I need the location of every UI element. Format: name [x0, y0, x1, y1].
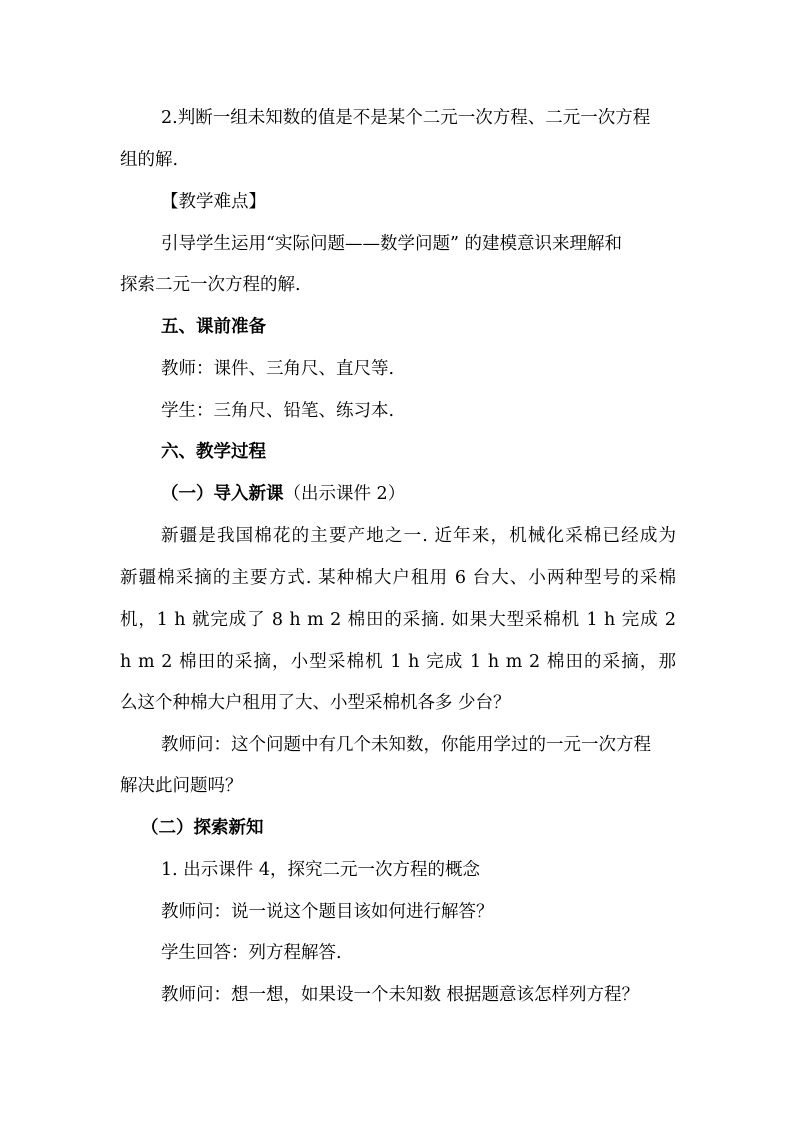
text-line-student-tools: 学生：三角尺、铅笔、练习本.: [161, 401, 395, 421]
subsection-explore: （二）探索新知: [141, 818, 264, 838]
text-line-teacher-question-1: 教师问：这个问题中有几个未知数，你能用学过的一元一次方程: [161, 735, 651, 755]
section-heading-preparation: 五、课前准备: [161, 317, 266, 337]
subsection-intro-note: （出示课件 2）: [283, 484, 406, 504]
problem-paragraph: [120, 524, 676, 674]
text-line-teacher-tools: 教师：课件、三角尺、直尺等.: [161, 359, 395, 379]
text-line-teacher-question-3: 教师问：想一想，如果设一个未知数 根据题意该怎样列方程？: [161, 985, 640, 1005]
problem-line-5: 么这个种棉大户租用了大、小型采棉机各多 少台？: [120, 693, 511, 713]
subsection-intro-title: （一）导入新课: [161, 484, 284, 504]
text-line-2: 组的解.: [120, 150, 179, 170]
section-heading-process: 六、教学过程: [161, 442, 266, 462]
section-heading-difficulty: 【教学难点】: [161, 192, 266, 212]
text-line-4: 探索二元一次方程的解.: [120, 275, 301, 295]
text-line-3: 引导学生运用“实际问题——数学问题” 的建模意识来理解和: [161, 234, 622, 254]
text-line-teacher-question-2: 教师问：说一说这个题目该如何进行解答？: [161, 902, 494, 922]
text-line-teacher-question-1b: 解决此问题吗？: [120, 776, 243, 796]
problem-line-2: 新疆棉采摘的主要方式. 某种棉大户租用 6 台大、小两种型号的采棉: [120, 568, 676, 588]
problem-line-4: h m 2 棉田的采摘，小型采棉机 1 h 完成 1 h m 2 棉田的采摘，那: [120, 652, 676, 672]
text-line-1: 2.判断一组未知数的值是不是某个二元一次方程、二元一次方程: [161, 108, 651, 128]
subsection-intro: [161, 482, 405, 506]
text-line-student-answer: 学生回答：列方程解答.: [161, 943, 342, 963]
problem-line-3: 机，1 h 就完成了 8 h m 2 棉田的采摘. 如果大型采棉机 1 h 完成 2: [120, 610, 676, 630]
text-line-explore-1: 1. 出示课件 4，探究二元一次方程的概念: [161, 860, 480, 880]
problem-line-1: 新疆是我国棉花的主要产地之一. 近年来，机械化采棉已经成为: [161, 526, 676, 546]
